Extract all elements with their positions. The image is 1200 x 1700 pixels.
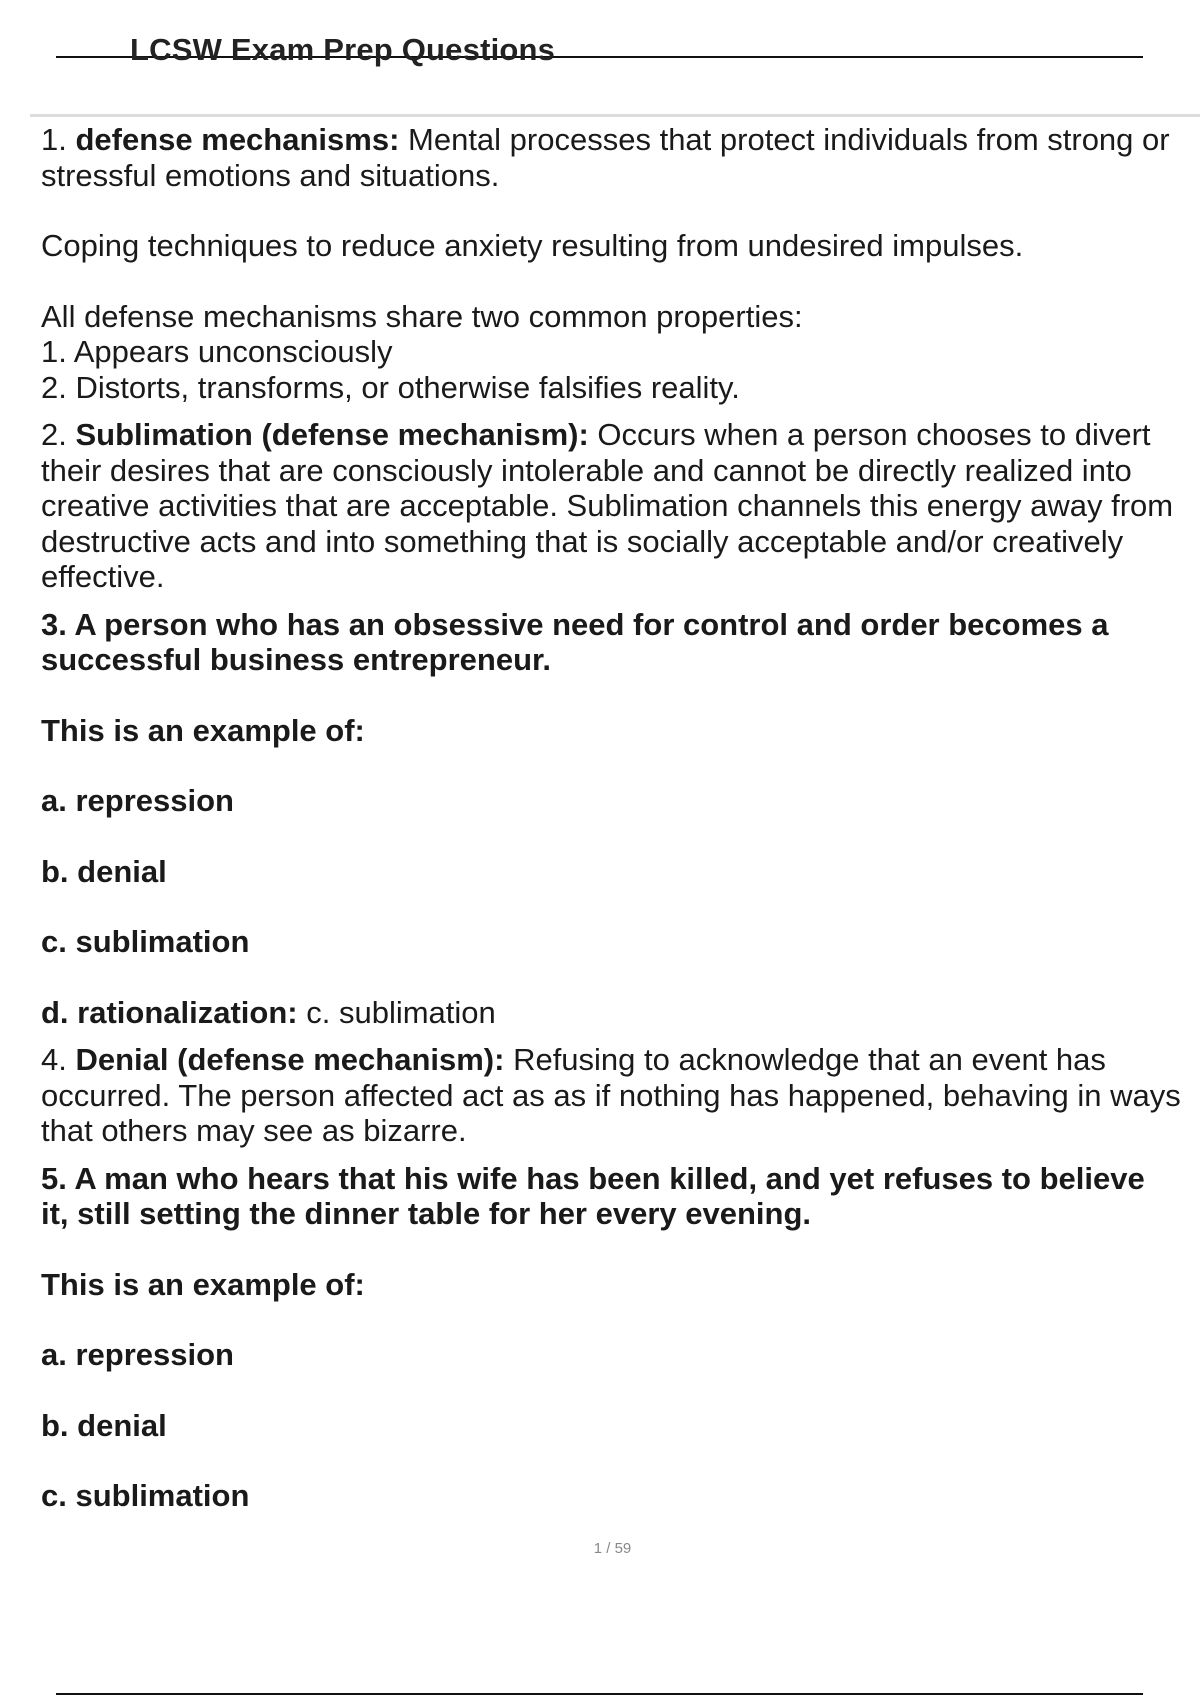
entry-1 (41, 122, 1191, 405)
entry-definition-text: occurred. The person affected act as as if nothing has happened, behaving in ways (41, 1077, 1181, 1113)
document-title: LCSW Exam Prep Questions (130, 32, 556, 67)
document-body (41, 122, 1191, 1514)
entry-1-definition (41, 122, 1191, 158)
entry-list-item: 1. Appears unconsciously (41, 334, 393, 369)
entry-5 (41, 1161, 1191, 1514)
entry-list-item: 2. Distorts, transforms, or otherwise falsifies reality. (41, 369, 740, 405)
answer-option-c: c. sublimation (41, 924, 250, 959)
question-text: 5. A man who hears that his wife has been killed, and yet refuses to believe (41, 1160, 1145, 1196)
entry-definition-text: stressful emotions and situations. (41, 157, 500, 193)
entry-term: Denial (defense mechanism): (75, 1042, 505, 1077)
answer-option-a: a. repression (41, 1337, 234, 1372)
entry-paragraph: Coping techniques to reduce anxiety resulting from undesired impulses. (41, 228, 1024, 263)
page-header (56, 30, 1143, 70)
entry-definition-text: Occurs when a person chooses to divert (588, 417, 1151, 452)
header-divider (30, 114, 1200, 117)
answer-option-a: a. repression (41, 783, 234, 818)
entry-definition-text: effective. (41, 559, 165, 594)
question-prompt: This is an example of: (41, 712, 365, 748)
entry-number: 4. (41, 1042, 67, 1077)
entry-3 (41, 607, 1191, 1031)
answer-option-b: b. denial (41, 853, 167, 889)
option-d-label: d. rationalization: (41, 994, 298, 1030)
page-indicator: 1 / 59 (593, 1540, 632, 1557)
answer-option-d (41, 995, 1191, 1031)
entry-paragraph: All defense mechanisms share two common properties: (41, 298, 803, 334)
entry-definition-text: creative activities that are acceptable. Sublimation channels this energy away from (41, 488, 1174, 523)
answer-option-b: b. denial (41, 1407, 167, 1443)
footer-line (56, 1693, 1143, 1695)
question-prompt: This is an example of: (41, 1266, 365, 1302)
entry-definition-text: destructive acts and into something that is socially acceptable and/or creatively (41, 523, 1124, 559)
entry-4 (41, 1042, 1191, 1149)
answer-option-c: c. sublimation (41, 1478, 250, 1513)
entry-number: 2. (41, 417, 67, 452)
correct-answer: c. sublimation (297, 994, 496, 1030)
entry-term: Sublimation (defense mechanism): (75, 417, 589, 452)
question-text: it, still setting the dinner table for her every evening. (41, 1196, 812, 1231)
entry-definition-text: Refusing to acknowledge that an event has (504, 1042, 1106, 1077)
entry-2 (41, 417, 1191, 595)
entry-number: 1. (41, 122, 67, 157)
entry-definition-text: Mental processes that protect individuals from strong or (399, 122, 1170, 157)
entry-definition-text: that others may see as bizarre. (41, 1113, 467, 1148)
question-text: successful business entrepreneur. (41, 642, 551, 677)
entry-term: defense mechanisms: (75, 122, 400, 157)
question-text: 3. A person who has an obsessive need for control and order becomes a (41, 606, 1109, 642)
entry-definition-text: their desires that are consciously intolerable and cannot be directly realized into (41, 452, 1132, 488)
